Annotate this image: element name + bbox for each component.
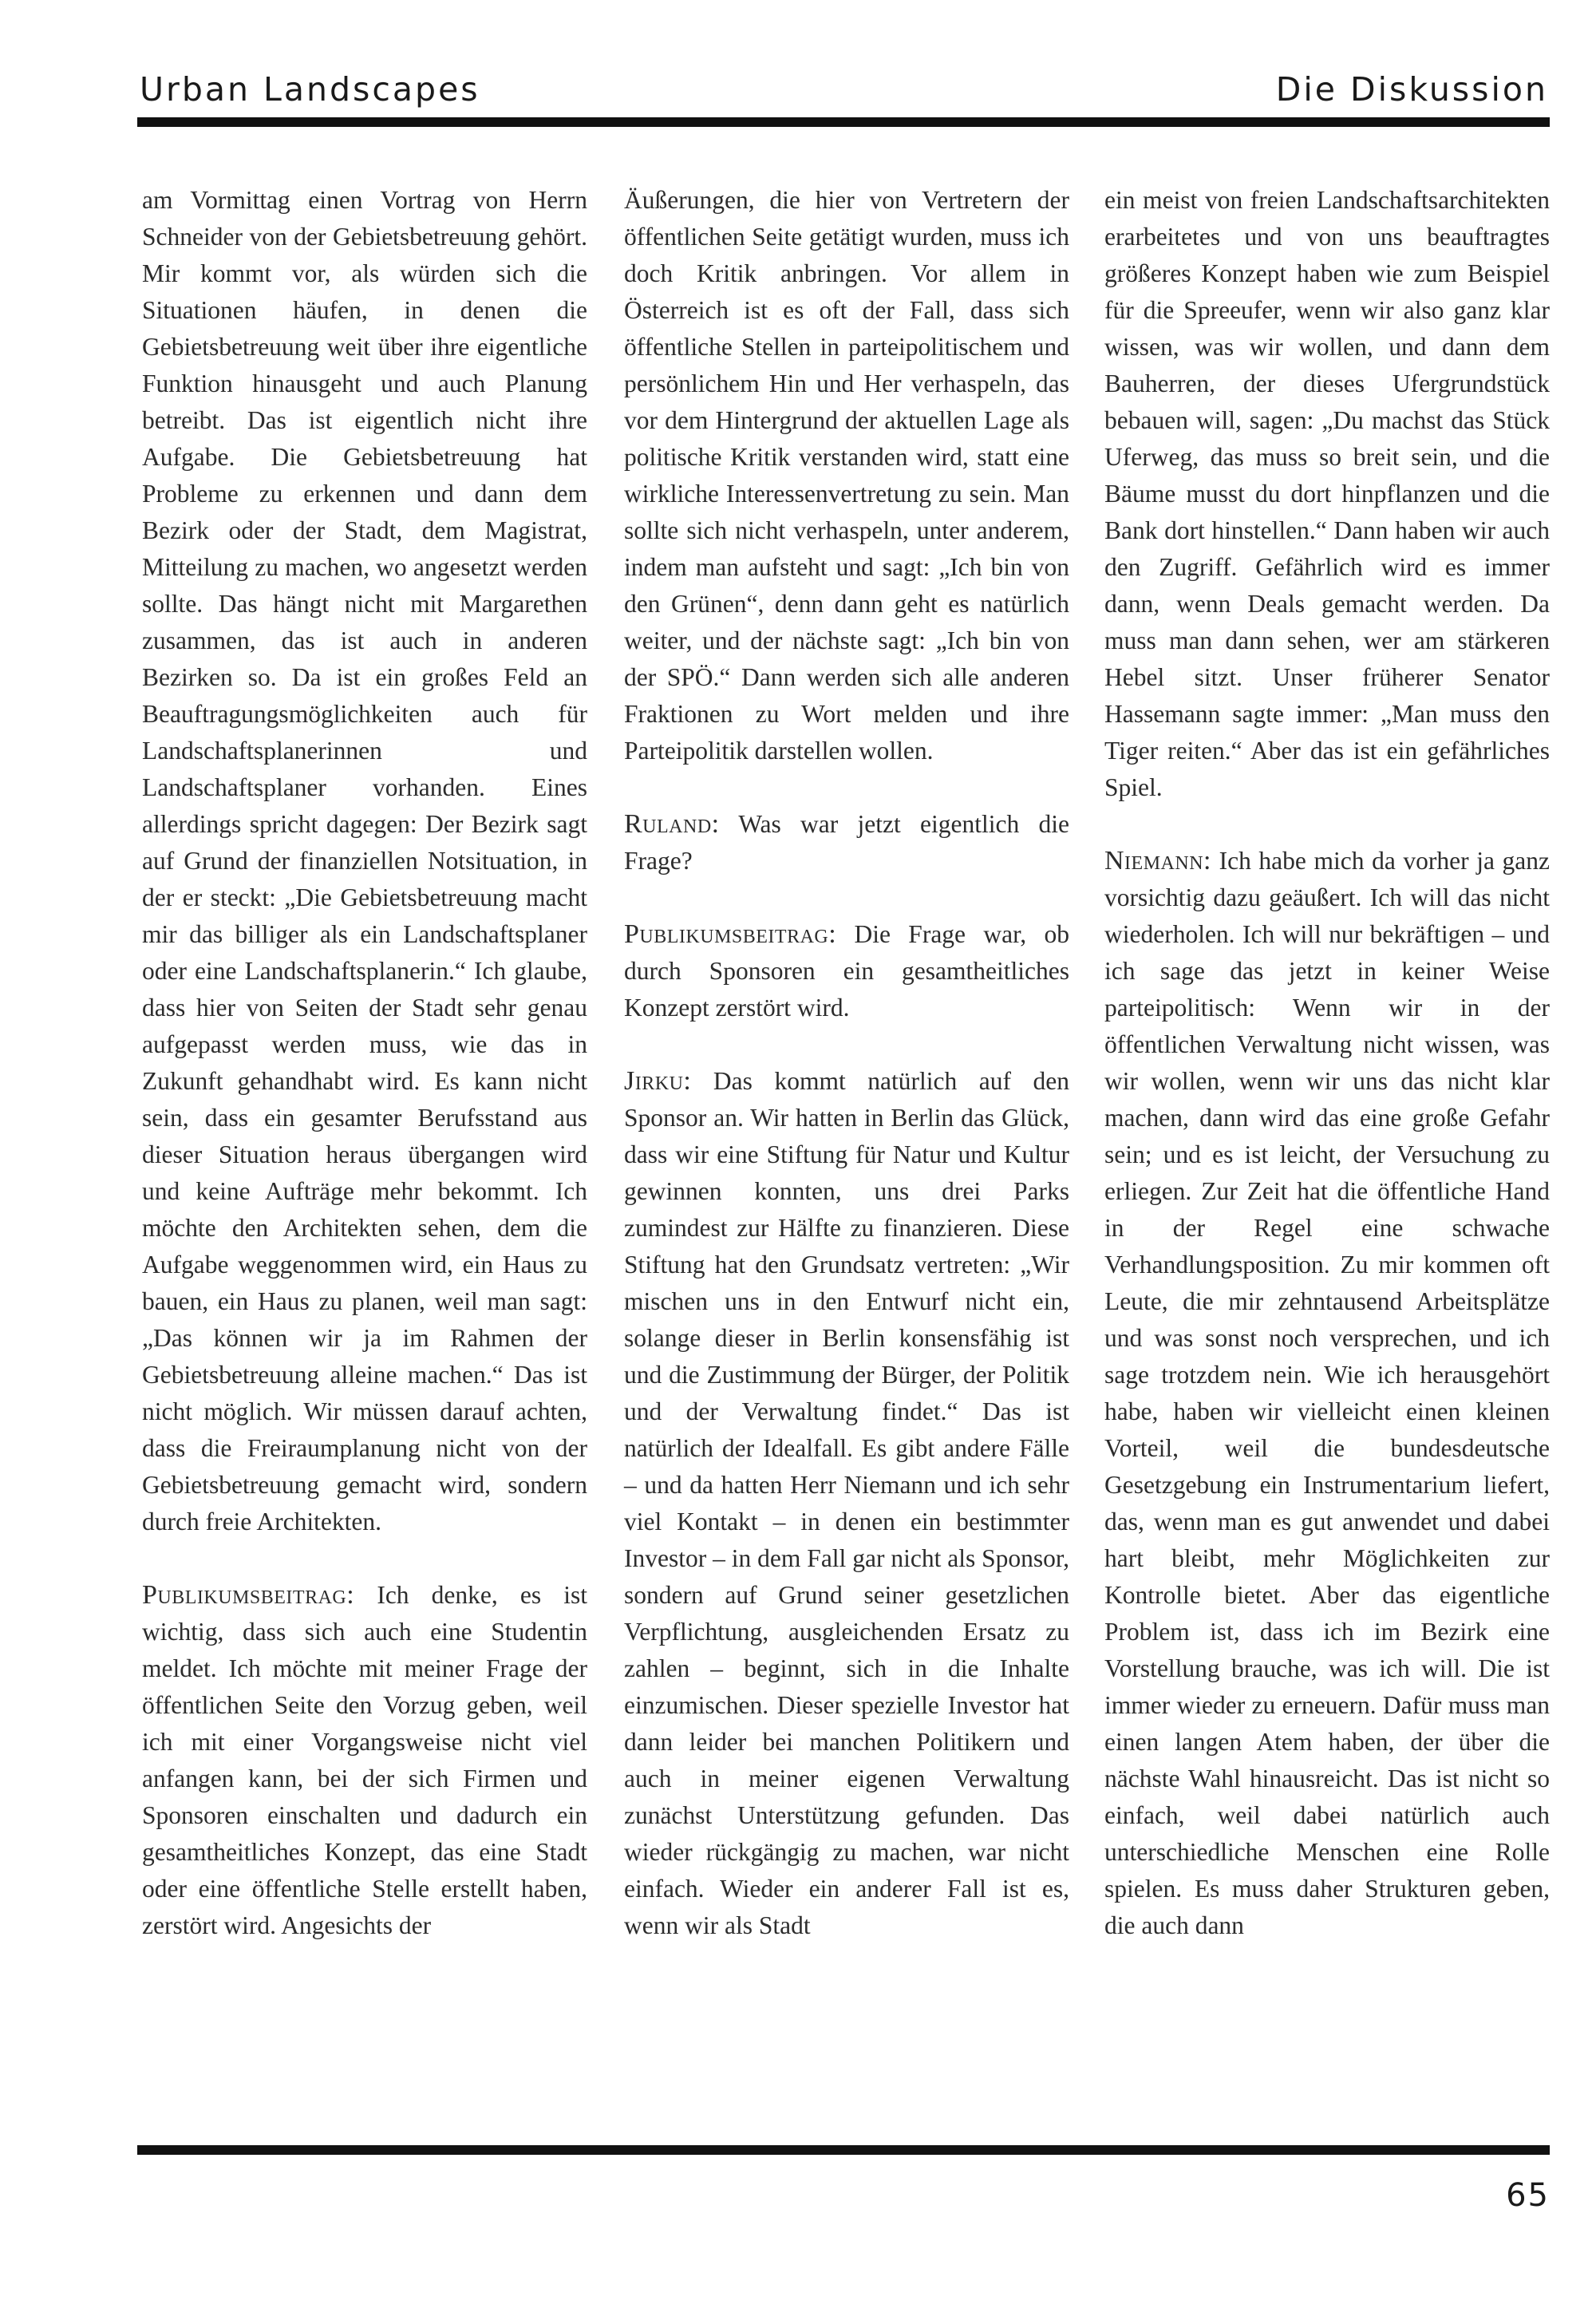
page-number: 65: [1506, 2177, 1550, 2214]
paragraph-text: ein meist von freien Landschaftsarchitekten erarbeitetes und von uns beauftragtes größeres Konzept haben wie zum Beispiel für die Spreeufer, wenn wir also ganz klar wissen, was wir wollen, und dann dem Bauherren, der dieses Ufergrundstück bebauen will, sagen: „Du machst das Stück Uferweg, das muss so breit sein, und die Bäume musst du dort hinpflanzen und die Bank dort hinstellen.“ Dann haben wir auch den Zugriff. Gefährlich wird es immer dann, wenn Deals gemacht werden. Da muss man dann sehen, wer am stärkeren Hebel sitzt. Unser früherer Senator Hassemann sagte immer: „Man muss den Tiger reiten.“ Aber das ist ein gefährliches Spiel.: [1104, 186, 1550, 801]
speaker-name: Niemann:: [1104, 846, 1211, 875]
paragraph: [142, 182, 587, 1540]
running-header-title: Urban Landscapes: [140, 70, 480, 109]
speaker-name: Ruland:: [624, 809, 720, 839]
bottom-rule: [137, 2145, 1550, 2155]
paragraph-text: Ich habe mich da vorher ja ganz vorsichtig dazu geäußert. Ich will das nicht wiederholen. Ich will nur bekräftigen – und ich sage das jetzt in keiner Weise parteipolitisch: Wenn wir in der öffentlichen Verwaltung nicht wissen, was wir wollen, wenn wir uns das nicht klar machen, dann wird das eine große Gefahr sein; und es ist leicht, der Versuchung zu erliegen. Zur Zeit hat die öffentliche Hand in der Regel eine schwache Verhandlungsposition. Zu mir kommen oft Leute, die mir zehntausend Arbeitsplätze und was sonst noch versprechen, und ich sage trotzdem nein. Wie ich herausgehört habe, haben wir vielleicht einen kleinen Vorteil, weil die bundesdeutsche Gesetzgebung ein Instrumentarium liefert, das, wenn man es gut anwendet und dabei hart bleibt, mehr Möglichkeiten zur Kontrolle bietet. Aber das eigentliche Problem ist, dass ich im Bezirk eine Vorstellung brauche, was ich will. Die ist immer wieder zu erneuern. Dafür muss man einen langen Atem haben, der über die nächste Wahl hinausreicht. Das ist nicht so einfach, weil dabei natürlich auch unterschiedliche Menschen eine Rolle spielen. Es muss daher Strukturen geben, die auch dann: [1104, 847, 1551, 1939]
paragraph-text: Ich denke, es ist wichtig, dass sich auch eine Studentin meldet. Ich möchte mit meiner Frage der öffentlichen Seite den Vorzug geben, weil ich mit einer Vorgangsweise nicht viel anfangen kann, bei der sich Firmen und Sponsoren einschalten und dadurch ein gesamtheitliches Konzept, das eine Stadt oder eine öffentliche Stelle erstellt haben, zerstört wird. Angesichts der: [142, 1581, 588, 1939]
speaker-name: Publikumsbeitrag:: [624, 919, 837, 949]
paragraph-text: Das kommt natürlich auf den Sponsor an. Wir hatten in Berlin das Glück, dass wir eine Stiftung für Natur und Kultur gewinnen konnten, uns drei Parks zumindest zur Hälfte zu finanzieren. Diese Stiftung hat den Grundsatz vertreten: „Wir mischen uns in den Entwurf nicht ein, solange dieser in Berlin konsensfähig ist und die Zustimmung der Bürger, der Politik und der Verwaltung findet.“ Das ist natürlich der Idealfall. Es gibt andere Fälle – und da hatten Herr Niemann und ich sehr viel Kontakt – in denen ein bestimmter Investor – in dem Fall gar nicht als Sponsor, sondern auf Grund seiner gesetzlichen Verpflichtung, ausgleichenden Ersatz zu zahlen – beginnt, sich in die Inhalte einzumischen. Dieser spezielle Investor hat dann leider bei manchen Politikern und auch in meiner eigenen Verwaltung zunächst Unterstützung gefunden. Das wieder rückgängig zu machen, war nicht einfach. Wieder ein anderer Fall ist es, wenn wir als Stadt: [624, 1067, 1070, 1939]
paragraph: [624, 806, 1069, 879]
running-header-section: Die Diskussion: [1275, 70, 1548, 109]
top-rule: [137, 117, 1550, 127]
text-column-3: [1104, 182, 1550, 1944]
paragraph: [624, 1063, 1069, 1944]
paragraph-text: Die Frage war, ob durch Sponsoren ein gesamtheitliches Konzept zerstört wird.: [624, 920, 1069, 1022]
paragraph: [624, 916, 1069, 1026]
paragraph: [624, 182, 1069, 769]
paragraph-text: Was war jetzt eigentlich die Frage?: [624, 810, 1069, 875]
text-column-1: [142, 182, 587, 1944]
paragraph: [1104, 843, 1550, 1944]
paragraph-text: am Vormittag einen Vortrag von Herrn Schneider von der Gebietsbetreuung gehört. Mir kommt vor, als würden sich die Situationen häufen, in denen die Gebietsbetreuung weit über ihre eigentliche Funktion hinausgeht und auch Planung betreibt. Das ist eigentlich nicht ihre Aufgabe. Die Gebietsbetreuung hat Probleme zu erkennen und dann dem Bezirk oder der Stadt, dem Magistrat, Mitteilung zu machen, wo angesetzt werden sollte. Das hängt nicht mit Margarethen zusammen, das ist auch in anderen Bezirken so. Da ist ein großes Feld an Beauftragungsmöglichkeiten auch für Landschaftsplanerinnen und Landschaftsplaner vorhanden. Eines allerdings spricht dagegen: Der Bezirk sagt auf Grund der finanziellen Notsituation, in der er steckt: „Die Gebietsbetreuung macht mir das billiger als ein Landschaftsplaner oder eine Landschaftsplanerin.“ Ich glaube, dass hier von Seiten der Stadt sehr genau aufgepasst werden muss, wie das in Zukunft gehandhabt wird. Es kann nicht sein, dass ein gesamter Berufsstand aus dieser Situation heraus übergangen wird und keine Aufträge mehr bekommt. Ich möchte den Architekten sehen, dem die Aufgabe weggenommen wird, ein Haus zu bauen, ein Haus zu planen, weil man sagt: „Das können wir ja im Rahmen der Gebietsbetreuung alleine machen.“ Das ist nicht möglich. Wir müssen darauf achten, dass die Freiraumplanung nicht von der Gebietsbetreuung gemacht wird, sondern durch freie Architekten.: [142, 186, 587, 1535]
paragraph-text: Äußerungen, die hier von Vertretern der öffentlichen Seite getätigt wurden, muss ich doch Kritik anbringen. Vor allem in Österreich ist es oft der Fall, dass sich öffentliche Stellen in parteipolitischem und persönlichem Hin und Her verhaspeln, das vor dem Hintergrund der aktuellen Lage als politische Kritik verstanden wird, statt eine wirkliche Interessenvertretung zu sein. Man sollte sich nicht verhaspeln, unter anderem, indem man aufsteht und sagt: „Ich bin von den Grünen“, denn dann geht es natürlich weiter, und der nächste sagt: „Ich bin von der SPÖ.“ Dann werden sich alle anderen Fraktionen zu Wort melden und ihre Parteipolitik darstellen wollen.: [624, 186, 1069, 765]
speaker-name: Jirku:: [624, 1066, 692, 1096]
speaker-name: Publikumsbeitrag:: [142, 1580, 355, 1610]
paragraph: [1104, 182, 1550, 806]
paragraph: [142, 1577, 587, 1944]
text-column-2: [624, 182, 1069, 1944]
